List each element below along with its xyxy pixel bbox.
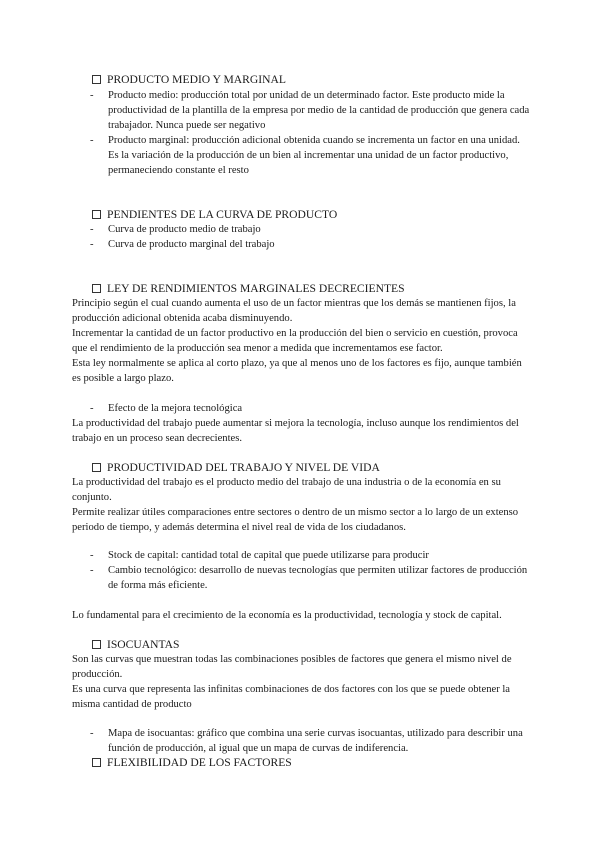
heading-ley-rendimientos <box>92 281 405 296</box>
heading-pendientes <box>92 207 337 222</box>
dash-icon: - <box>90 550 94 561</box>
heading-text: PENDIENTES DE LA CURVA DE PRODUCTO <box>107 208 338 221</box>
checkbox-icon[interactable] <box>92 463 101 472</box>
bullet-text: Stock de capital: cantidad total de capital que puede utilizarse para producir <box>108 550 429 561</box>
heading-productividad <box>92 460 380 475</box>
dash-icon: - <box>90 565 94 576</box>
checkbox-icon[interactable] <box>92 284 101 293</box>
dash-icon: - <box>90 135 94 146</box>
paragraph: La productividad del trabajo puede aumentar si mejora la tecnología, incluso aunque los rendimientos del trabajo en un proceso sean decrecientes. <box>72 418 519 444</box>
bullet-text: Efecto de la mejora tecnológica <box>108 403 243 414</box>
paragraph: Es una curva que representa las infinitas combinaciones de dos factores con los que se puede obtener la misma cantidad de producto <box>72 684 511 710</box>
bullet-text: Mapa de isocuantas: gráfico que combina una serie curvas isocuantas, utilizado para describir una función de producción, al igual que un mapa de curvas de indiferencia. <box>108 728 523 754</box>
dash-icon: - <box>90 728 94 739</box>
paragraph: Incrementar la cantidad de un factor productivo en la producción del bien o servicio en cuestión, provoca que el rendimiento de la producción sea menor a medida que incrementamos ese factor. <box>72 328 518 354</box>
dash-icon: - <box>90 239 94 250</box>
bullet-text: Cambio tecnológico: desarrollo de nuevas tecnologías que permiten utilizar factores de producción de forma más eficiente. <box>108 565 528 591</box>
bullet-item <box>90 401 530 416</box>
heading-text: LEY DE RENDIMIENTOS MARGINALES DECRECIENTES <box>107 282 405 295</box>
paragraph: Lo fundamental para el crecimiento de la economía es la productividad, tecnología y stock de capital. <box>72 610 502 621</box>
bullet-text: Producto medio: producción total por unidad de un determinado factor. Este producto mide la productividad de la plantilla de la empresa por medio de la cantidad de producción que genera cada trabajador. Nunca puede ser negativo <box>108 90 530 131</box>
heading-flexibilidad <box>92 755 292 770</box>
checkbox-icon[interactable] <box>92 210 101 219</box>
bullet-item <box>90 237 530 252</box>
checkbox-icon[interactable] <box>92 75 101 84</box>
bullet-item <box>90 563 530 593</box>
bullet-item <box>90 222 530 237</box>
paragraph: Principio según el cual cuando aumenta el uso de un factor mientras que los demás se mantienen fijos, la producción adicional obtenida acaba disminuyendo. <box>72 298 516 324</box>
heading-text: PRODUCTO MEDIO Y MARGINAL <box>107 73 286 86</box>
paragraph: La productividad del trabajo es el producto medio del trabajo de una industria o de la economía en su conjunto. <box>72 477 501 503</box>
dash-icon: - <box>90 90 94 101</box>
checkbox-icon[interactable] <box>92 758 101 767</box>
paragraph: Son las curvas que muestran todas las combinaciones posibles de factores que genera el mismo nivel de producción. <box>72 654 512 680</box>
bullet-text: Curva de producto marginal del trabajo <box>108 239 275 250</box>
paragraph: Permite realizar útiles comparaciones entre sectores o dentro de un mismo sector a lo largo de un extenso periodo de tiempo, y además determina el nivel real de vida de los ciudadanos. <box>72 507 519 533</box>
bullet-text: Curva de producto medio de trabajo <box>108 224 261 235</box>
heading-text: FLEXIBILIDAD DE LOS FACTORES <box>107 756 292 769</box>
dash-icon: - <box>90 403 94 414</box>
dash-icon: - <box>90 224 94 235</box>
bullet-item <box>90 133 530 178</box>
heading-text: ISOCUANTAS <box>107 638 180 651</box>
bullet-item <box>90 548 530 563</box>
bullet-item <box>90 726 530 756</box>
heading-text: PRODUCTIVIDAD DEL TRABAJO Y NIVEL DE VIDA <box>107 461 380 474</box>
paragraph: Esta ley normalmente se aplica al corto plazo, ya que al menos uno de los factores es fijo, aunque también es posible a largo plazo. <box>72 358 522 384</box>
bullet-item <box>90 88 530 133</box>
heading-producto-medio <box>92 72 286 87</box>
checkbox-icon[interactable] <box>92 640 101 649</box>
bullet-text: Producto marginal: producción adicional obtenida cuando se incrementa un factor en una unidad. Es la variación de la producción de un bien al incrementar una unidad de un factor productivo, permaneciendo constante el resto <box>108 135 520 176</box>
heading-isocuantas <box>92 637 180 652</box>
